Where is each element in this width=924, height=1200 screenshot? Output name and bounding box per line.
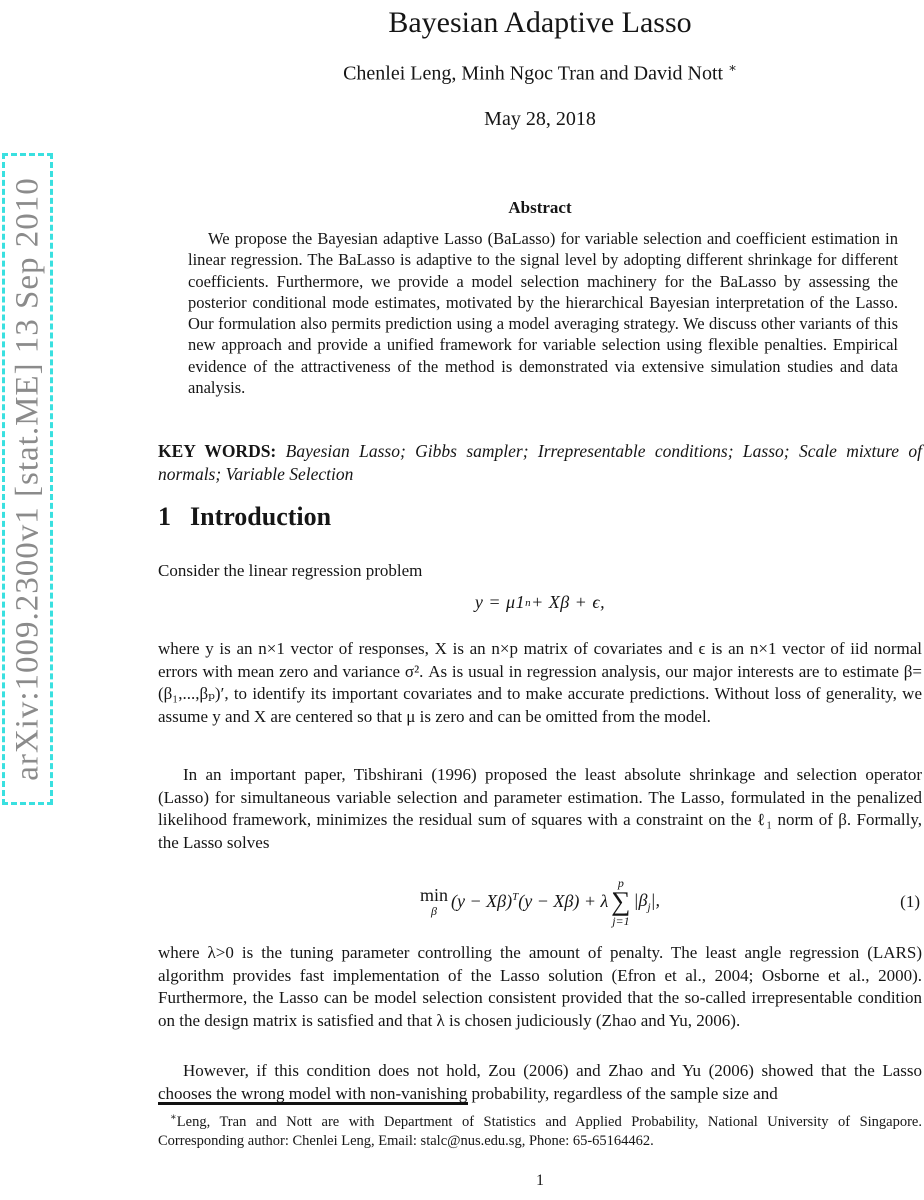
footnote-marker: ∗ (170, 1112, 177, 1123)
footnote-rule (158, 1102, 468, 1105)
abstract-heading: Abstract (508, 198, 572, 217)
page-number: 1 (536, 1172, 544, 1189)
authors-line (158, 60, 922, 86)
min-operator (420, 886, 448, 917)
min-subscript: β (431, 904, 438, 919)
section-number: 1 (158, 502, 171, 531)
lasso-equation-math (420, 877, 660, 927)
section-title: Introduction (190, 502, 332, 531)
mid-term: (y − Xβ) + λ (518, 891, 609, 912)
footnote (158, 1108, 922, 1152)
lhs-term: (y − Xβ) (451, 891, 513, 912)
arxiv-identifier: arXiv:1009.2300v1 [stat.ME] 13 Sep 2010 (9, 177, 45, 781)
eq-model-pre: y = μ1 (474, 592, 526, 612)
paper-title: Bayesian Adaptive Lasso (388, 6, 692, 39)
intro-paragraph-3: where λ>0 is the tuning parameter controlling the amount of penalty. The least angle regression (LARS) algorithm provides fast implementation of the Lasso solution (Efron et al., 2004; Osborne et al., 2000). Furthermore, the Lasso can be model selection consistent provided that the so-called irrepresentable condition on the design matrix is satisfied and that λ is chosen judiciously (Zhao and Yu, 2006). (158, 943, 922, 1030)
rhs-close: |, (650, 890, 660, 911)
sum-upper-limit: p (617, 876, 624, 891)
intro-paragraph-1: where y is an n×1 vector of responses, X is an n×p matrix of covariates and ϵ is an n×1 vector of iid normal errors with mean zero and variance σ². As is usual in regression analysis, our major interests are to estimate β=(β₁,...,βₚ)′, to identify its important covariates and to make accurate predictions. Without loss of generality, we assume y and X are centered so that μ is zero and can be omitted from the model. (158, 639, 922, 726)
min-label: min (420, 885, 449, 906)
section-heading-introduction (158, 502, 922, 532)
keywords-text: Bayesian Lasso; Gibbs sampler; Irrepresentable conditions; Lasso; Scale mixture of normals; Variable Selection (158, 441, 923, 484)
eq-model-post: + Xβ + ϵ, (531, 592, 606, 612)
sigma-icon: ∑ (611, 886, 631, 917)
abstract-body: We propose the Bayesian adaptive Lasso (BaLasso) for variable selection and coefficient estimation in linear regression. The BaLasso is adaptive to the signal level by adopting different shrinkage for different coefficients. Furthermore, we provide a model selection machinery for the BaLasso by assessing the posterior conditional mode estimates, motivated by the hierarchical Bayesian interpretation of the Lasso. Our formulation also permits prediction using a model averaging strategy. We discuss other variants of this new approach and provide a unified framework for variable selection using flexible penalties. Empirical evidence of the attractiveness of the method is demonstrated via extensive simulation studies and data analysis. (188, 229, 898, 398)
keywords-paragraph (158, 440, 922, 486)
date-line: May 28, 2018 (484, 108, 596, 130)
footnote-text: Leng, Tran and Nott are with Department of Statistics and Applied Probability, National University of Singapore. Corresponding author: Chenlei Leng, Email: stalc@nus.edu.sg, Phone: 65-65164462. (158, 1113, 922, 1150)
eq-model-subscript: n (525, 596, 532, 609)
lasso-equation (158, 870, 922, 934)
lasso-rhs (634, 890, 660, 914)
authors-footnote-marker: ∗ (728, 60, 737, 75)
summation-operator (611, 877, 630, 927)
rhs-subscript: j (647, 901, 651, 914)
model-equation (158, 592, 922, 613)
model-equation-math (475, 592, 605, 613)
equation-number: (1) (900, 892, 920, 911)
authors-names: Chenlei Leng, Minh Ngoc Tran and David Nott (343, 62, 729, 85)
lasso-lhs (451, 891, 608, 912)
intro-lead-paragraph: Consider the linear regression problem (158, 561, 423, 580)
intro-paragraph-2: In an important paper, Tibshirani (1996) proposed the least absolute shrinkage and selection operator (Lasso) for simultaneous variable selection and parameter estimation. The Lasso, formulated in the penalized likelihood framework, minimizes the residual sum of squares with a constraint on the ℓ₁ norm of β. Formally, the Lasso solves (158, 765, 922, 852)
sum-lower-limit: j=1 (612, 913, 630, 928)
arxiv-stamp (2, 153, 53, 805)
keywords-label: KEY WORDS: (158, 441, 286, 461)
intro-paragraph-4: However, if this condition does not hold, Zou (2006) and Zhao and Yu (2006) showed that the Lasso chooses the wrong model with non-vanishing probability, regardless of the sample size and (158, 1061, 922, 1103)
page-content (158, 0, 922, 1200)
transpose-superscript: T (512, 891, 519, 904)
rhs-term: |β (633, 890, 648, 911)
